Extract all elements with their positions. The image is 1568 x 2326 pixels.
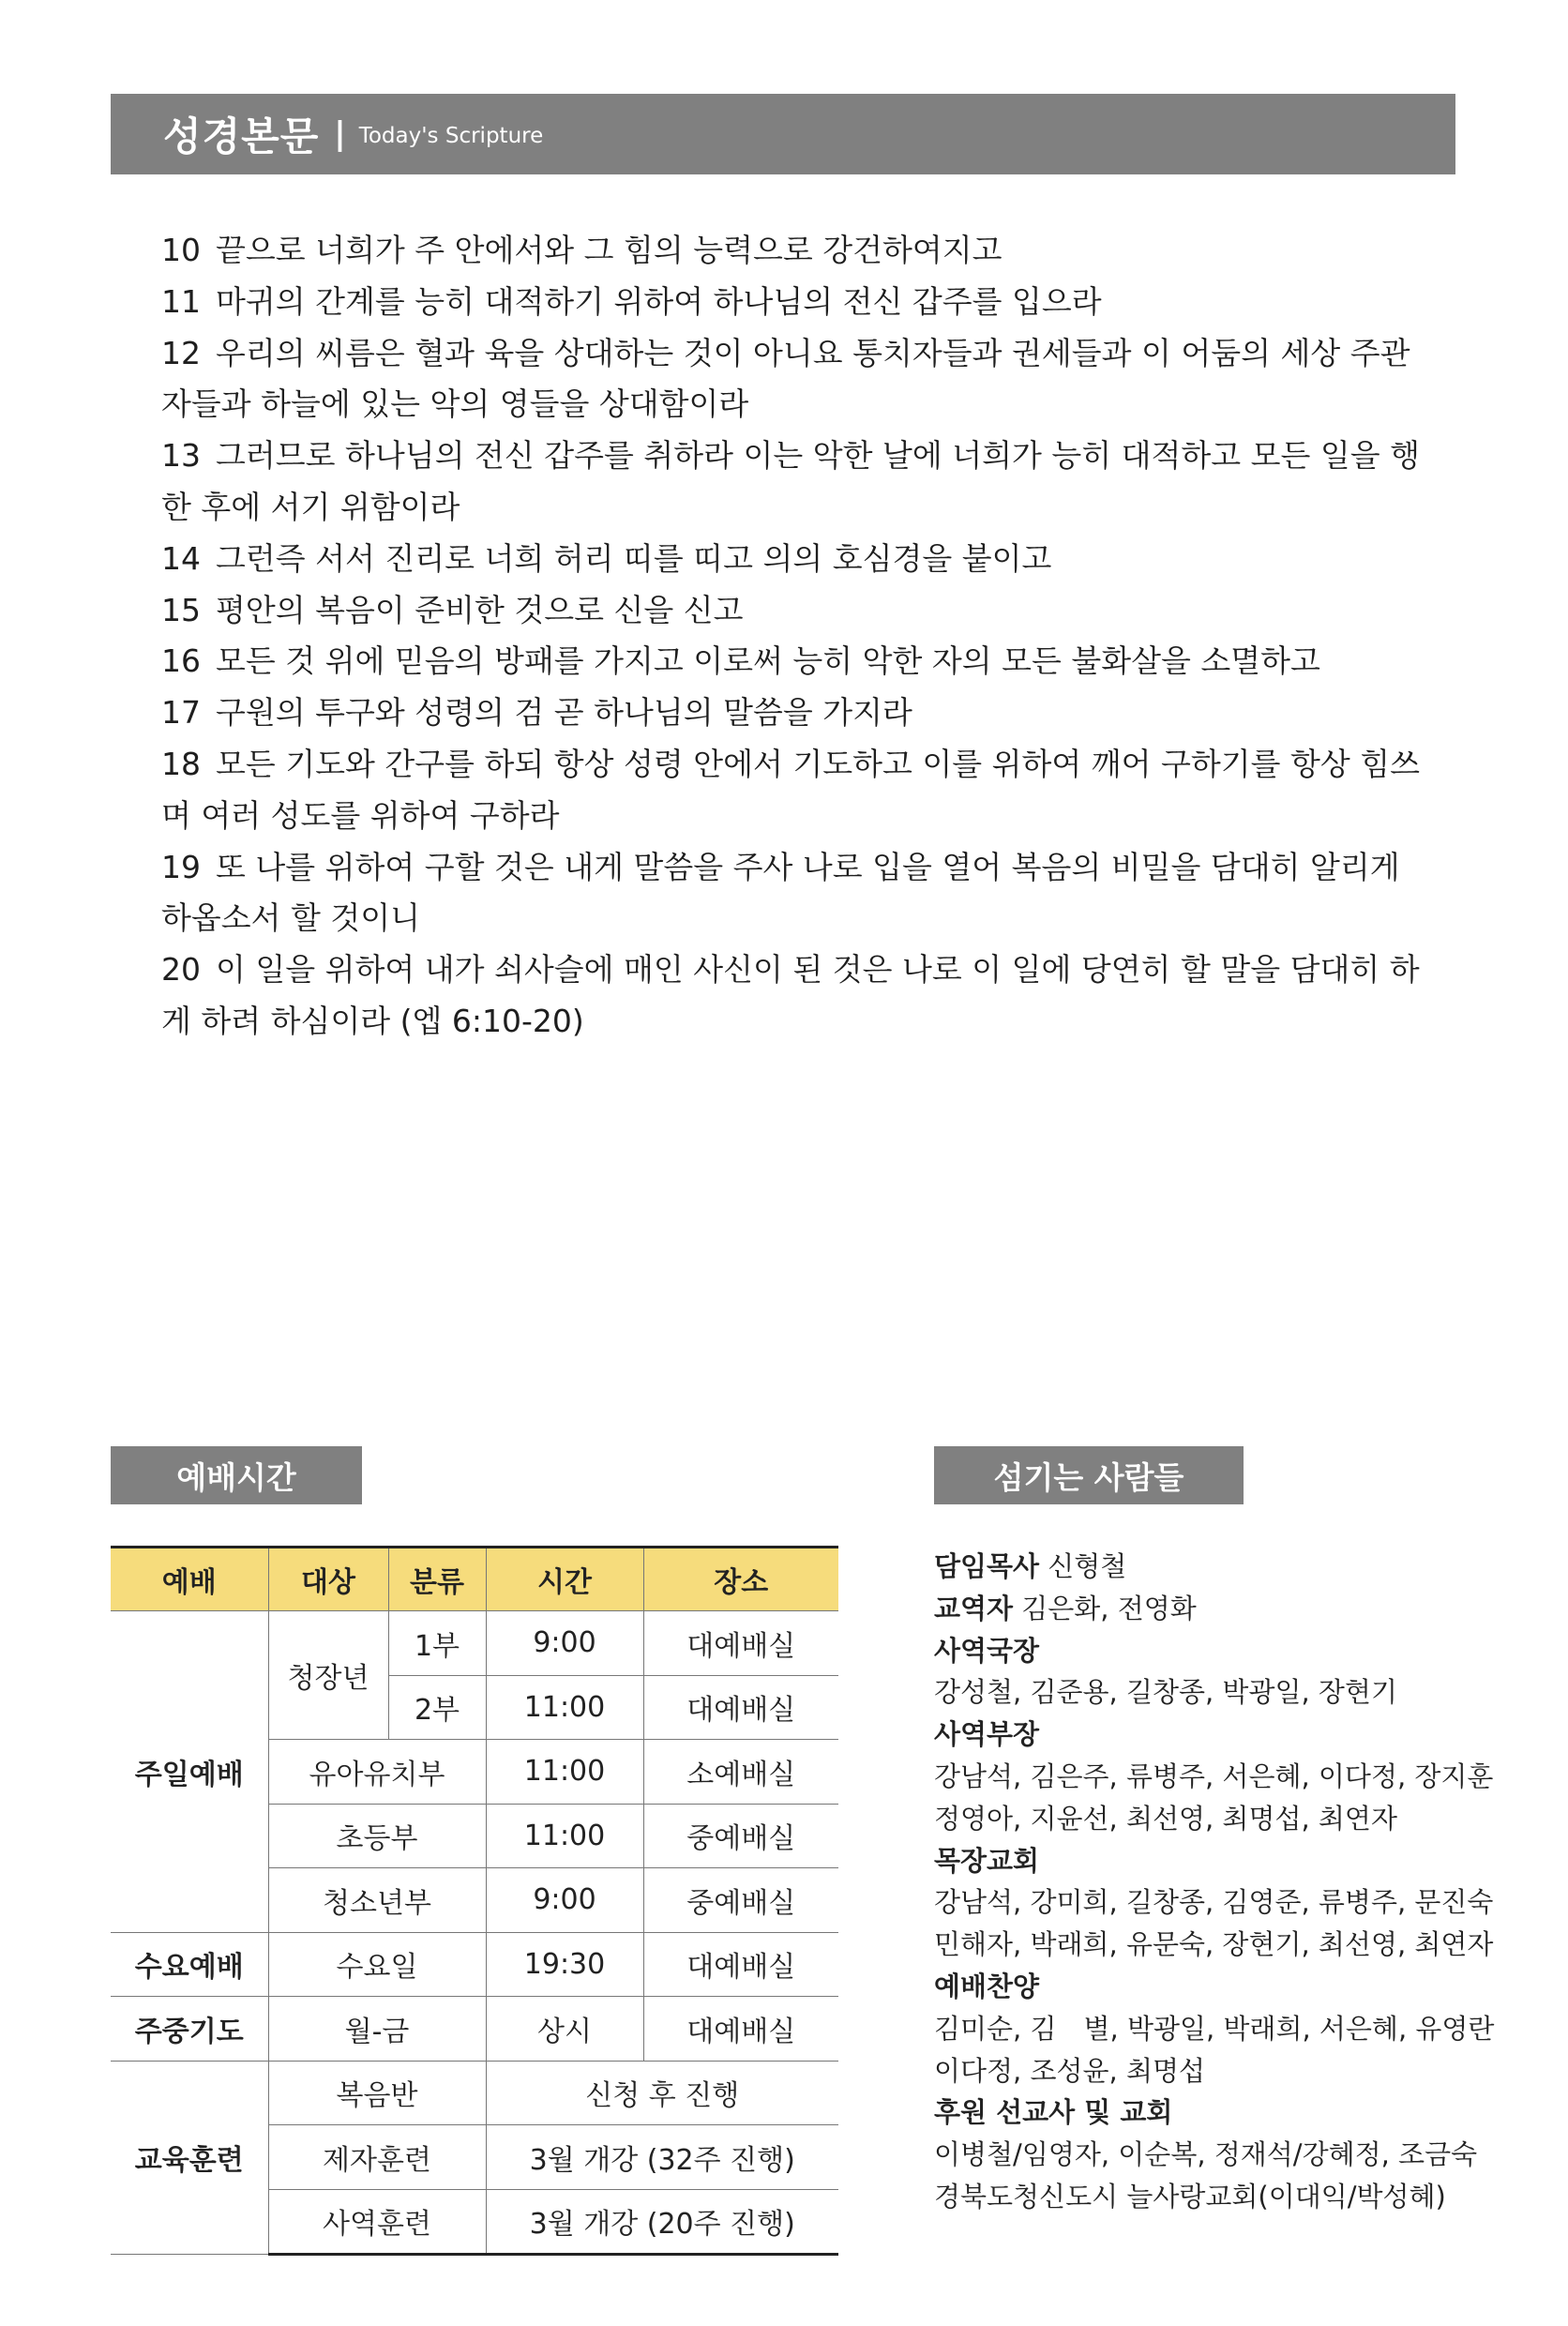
- role-label: 후원 선교사 및 교회: [934, 2096, 1173, 2129]
- cell-info: 3월 개강 (32주 진행): [486, 2125, 838, 2190]
- verse-text: 그런즉 서서 진리로 너희 허리 띠를 띠고 의의 호심경을 붙이고: [216, 539, 1052, 577]
- page-title: 성경본문: [163, 113, 320, 159]
- verse-14: [161, 534, 1437, 585]
- table-header-row: [111, 1548, 838, 1611]
- cell-info: 3월 개강 (20주 진행): [486, 2189, 838, 2255]
- cell-place: 대예배실: [643, 1675, 838, 1740]
- verse-text: 끝으로 너희가 주 안에서와 그 힘의 능력으로 강건하여지고: [216, 232, 1003, 268]
- scripture-header-bar: [111, 94, 1455, 174]
- cell-time: 11:00: [486, 1804, 643, 1868]
- page-subtitle: Today's Scripture: [358, 124, 544, 148]
- cell-target: 초등부: [268, 1804, 486, 1868]
- group-weekday-prayer: 주중기도: [111, 1997, 268, 2062]
- cell-info: 신청 후 진행: [486, 2061, 838, 2125]
- header-place: 장소: [643, 1548, 838, 1611]
- role-names: 이병철/임영자, 이순복, 정재석/강혜정, 조금숙: [934, 2138, 1478, 2171]
- cell-category: 2부: [388, 1675, 486, 1740]
- verse-number: 18: [161, 745, 201, 782]
- role-label: 사역국장: [934, 1634, 1040, 1667]
- verse-number: 11: [161, 282, 201, 320]
- servants-list: [934, 1546, 1495, 2218]
- cell-place: 중예배실: [643, 1868, 838, 1933]
- verse-number: 17: [161, 694, 201, 732]
- header-time: 시간: [486, 1548, 643, 1611]
- verse-10: [161, 225, 1437, 277]
- cell-target: 청장년: [268, 1611, 388, 1740]
- header-worship: 예배: [111, 1548, 268, 1611]
- role-names: 강남석, 김은주, 류병주, 서은혜, 이다정, 장지훈: [934, 1760, 1494, 1792]
- role-names: 강성철, 김준용, 길창종, 박광일, 장현기: [934, 1676, 1397, 1709]
- verse-text: 모든 기도와 간구를 하되 항상 성령 안에서 기도하고 이를 위하여 깨어 구하기를 항상 힘쓰: [216, 745, 1420, 782]
- verse-continuation: 게 하려 하심이라 (엡 6:10-20): [161, 1002, 584, 1039]
- verse-19: [161, 842, 1437, 945]
- cell-place: 대예배실: [643, 1932, 838, 1997]
- verse-continuation: 자들과 하늘에 있는 악의 영들을 상대함이라: [161, 385, 749, 423]
- role-label: 목장교회: [934, 1844, 1040, 1877]
- verse-11: [161, 277, 1437, 328]
- header-target: 대상: [268, 1548, 388, 1611]
- group-wednesday: 수요예배: [111, 1932, 268, 1997]
- verse-17: [161, 687, 1437, 739]
- ministers-line: [934, 1588, 1459, 1630]
- cell-time: 상시: [486, 1997, 643, 2062]
- cell-time: 11:00: [486, 1675, 643, 1740]
- role-label: 예배찬양: [934, 1970, 1040, 2002]
- verse-continuation: 한 후에 서기 위함이라: [161, 488, 460, 525]
- scripture-text: [161, 225, 1437, 1048]
- verse-text: 구원의 투구와 성령의 검 곧 하나님의 말씀을 가지라: [216, 694, 912, 732]
- verse-text: 모든 것 위에 믿음의 방패를 가지고 이로써 능히 악한 자의 모든 불화살을 소멸하고: [216, 642, 1320, 680]
- cell-target: 사역훈련: [268, 2189, 486, 2255]
- verse-16: [161, 636, 1437, 687]
- group-education: 교육훈련: [111, 2061, 268, 2255]
- verse-text: 또 나를 위하여 구할 것은 내게 말씀을 주사 나로 입을 열어 복음의 비밀을 담대히 알리게: [216, 848, 1400, 885]
- verse-number: 13: [161, 437, 201, 475]
- role-names: 김미순, 김 별, 박광일, 박래희, 서은혜, 유영란: [934, 2012, 1495, 2045]
- verse-text: 그러므로 하나님의 전신 갑주를 취하라 이는 악한 날에 너희가 능히 대적하고 모든 일을 행: [216, 437, 1420, 475]
- verse-12: [161, 328, 1437, 431]
- role-names: 신형철: [1048, 1550, 1127, 1582]
- role-names: 정영아, 지윤선, 최선영, 최명섭, 최연자: [934, 1802, 1397, 1835]
- cell-time: 11:00: [486, 1740, 643, 1805]
- role-label: 교역자: [934, 1592, 1014, 1624]
- group-sunday: 주일예배: [111, 1611, 268, 1933]
- cell-time: 9:00: [486, 1611, 643, 1676]
- cell-target: 복음반: [268, 2061, 486, 2125]
- senior-pastor-line: [934, 1546, 1459, 1588]
- verse-continuation: 며 여러 성도를 위하여 구하라: [161, 796, 560, 834]
- verse-number: 20: [161, 951, 201, 989]
- verse-18: [161, 739, 1437, 842]
- cell-place: 중예배실: [643, 1804, 838, 1868]
- role-names: 김은화, 전영화: [1021, 1592, 1197, 1624]
- verse-continuation: 하옵소서 할 것이니: [161, 899, 421, 937]
- cell-target: 유아유치부: [268, 1740, 486, 1805]
- header-category: 분류: [388, 1548, 486, 1611]
- verse-number: 14: [161, 539, 201, 577]
- verse-text: 이 일을 위하여 내가 쇠사슬에 매인 사신이 된 것은 나로 이 일에 당연히 할 말을 담대히 하: [216, 951, 1420, 989]
- cell-target: 제자훈련: [268, 2125, 486, 2190]
- role-label: 사역부장: [934, 1718, 1040, 1751]
- title-separator: |: [334, 115, 346, 153]
- cell-target: 청소년부: [268, 1868, 486, 1933]
- verse-number: 16: [161, 642, 201, 680]
- worship-times-tab: 예배시간: [111, 1446, 362, 1504]
- verse-number: 15: [161, 591, 201, 628]
- verse-13: [161, 430, 1437, 534]
- table-row: [111, 1932, 838, 1997]
- cell-place: 대예배실: [643, 1997, 838, 2062]
- servants-tab: 섬기는 사람들: [934, 1446, 1244, 1504]
- verse-number: 10: [161, 232, 201, 268]
- role-names: 강남석, 강미희, 길창종, 김영준, 류병주, 문진숙: [934, 1886, 1494, 1919]
- verse-text: 마귀의 간계를 능히 대적하기 위하여 하나님의 전신 갑주를 입으라: [216, 282, 1102, 320]
- verse-15: [161, 585, 1437, 637]
- role-names: 이다정, 조성윤, 최명섭: [934, 2054, 1205, 2087]
- verse-text: 우리의 씨름은 혈과 육을 상대하는 것이 아니요 통치자들과 권세들과 이 어둠의 세상 주관: [216, 334, 1410, 371]
- cell-time: 19:30: [486, 1932, 643, 1997]
- worship-schedule-table: [111, 1546, 838, 2256]
- verse-number: 19: [161, 848, 201, 885]
- verse-20: [161, 944, 1437, 1048]
- table-row: [111, 1997, 838, 2062]
- cell-place: 대예배실: [643, 1611, 838, 1676]
- cell-category: 1부: [388, 1611, 486, 1676]
- verse-number: 12: [161, 334, 201, 371]
- table-row: [111, 2061, 838, 2125]
- role-label: 담임목사: [934, 1550, 1040, 1582]
- cell-target: 월-금: [268, 1997, 486, 2062]
- role-names: 경북도청신도시 늘사랑교회(이대익/박성혜): [934, 2180, 1446, 2213]
- verse-text: 평안의 복음이 준비한 것으로 신을 신고: [216, 591, 744, 628]
- table-row: [111, 1611, 838, 1676]
- cell-target: 수요일: [268, 1932, 486, 1997]
- cell-place: 소예배실: [643, 1740, 838, 1805]
- cell-time: 9:00: [486, 1868, 643, 1933]
- role-names: 민해자, 박래희, 유문숙, 장현기, 최선영, 최연자: [934, 1928, 1494, 1961]
